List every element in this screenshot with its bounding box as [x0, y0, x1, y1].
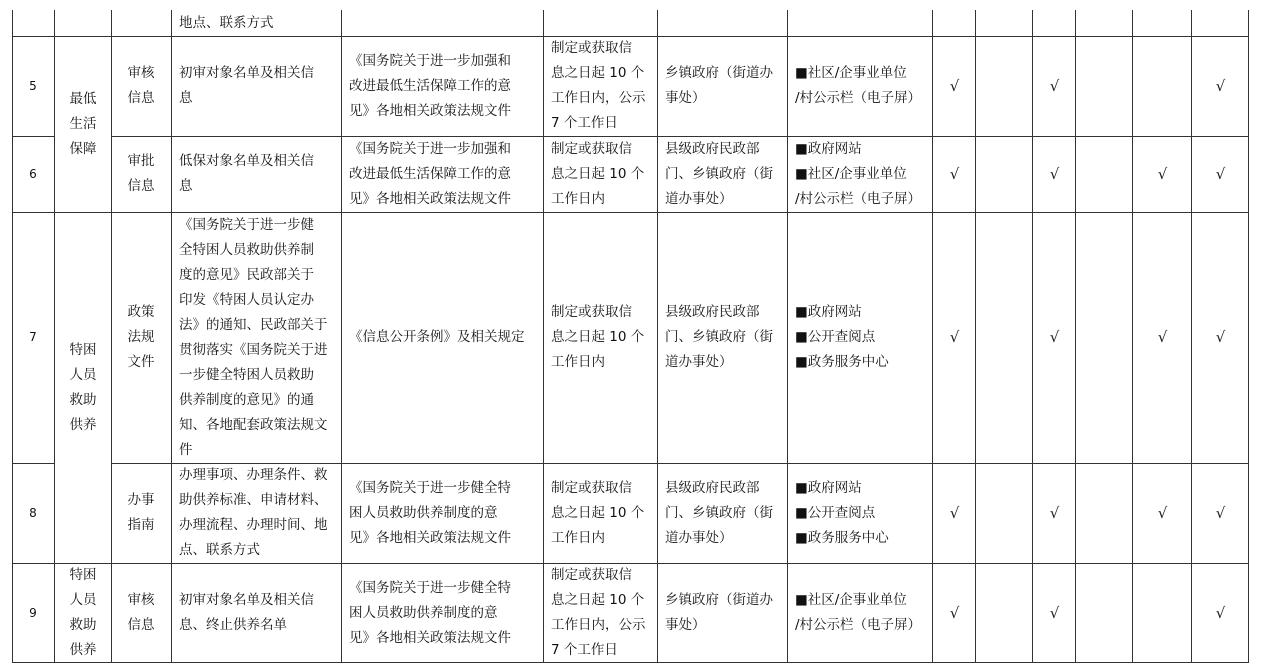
content-cell: 初审对象名单及相关信 息、终止供养名单	[179, 592, 314, 633]
table-rule	[12, 662, 1249, 663]
table-rule	[932, 10, 933, 663]
table-rule	[112, 136, 1249, 137]
basis-cell: 《信息公开条例》及相关规定	[349, 329, 525, 345]
check-mark	[1076, 36, 1133, 136]
table-rule	[657, 10, 658, 663]
top-fragment-cell	[172, 10, 342, 36]
check-mark	[976, 212, 1033, 463]
table-rule	[112, 463, 1249, 464]
content-cell: 办理事项、办理条件、救 助供养标准、申请材料、 办理流程、办理时间、地 点、联系方式	[179, 467, 328, 558]
table-rule	[341, 10, 342, 663]
row-number: 6	[29, 166, 37, 181]
check-mark: √	[1215, 328, 1226, 346]
check-mark: √	[1049, 503, 1060, 522]
table-rule	[54, 10, 55, 663]
check-mark: √	[949, 328, 960, 346]
basis-cell: 《国务院关于进一步加强和 改进最低生活保障工作的意 见》各地相关政策法规文件	[349, 140, 511, 207]
check-mark: √	[1049, 164, 1060, 183]
timing-cell: 制定或获取信 息之日起 10 个 工作日内	[551, 479, 645, 546]
check-mark	[976, 563, 1033, 663]
top-fragment-text: 地点、联系方式	[179, 14, 274, 31]
channel-cell: ■政府网站 ■公开查阅点 ■政务服务中心	[795, 479, 889, 546]
check-mark	[1076, 212, 1133, 463]
basis-cell: 《国务院关于进一步加强和 改进最低生活保障工作的意 见》各地相关政策法规文件	[349, 52, 511, 119]
timing-cell: 制定或获取信 息之日起 10 个 工作日内	[551, 140, 645, 207]
table-rule	[12, 563, 1249, 564]
item-cell: 审核 信息	[127, 65, 155, 106]
check-mark: √	[1215, 503, 1226, 522]
basis-cell: 《国务院关于进一步健全特 困人员救助供养制度的意 见》各地相关政策法规文件	[349, 479, 511, 546]
row-number: 8	[29, 505, 37, 520]
subject-cell: 县级政府民政部 门、乡镇政府（街 道办事处）	[665, 304, 773, 370]
timing-cell: 制定或获取信 息之日起 10 个 工作日内，公示 7 个工作日	[551, 40, 646, 131]
check-mark: √	[1215, 164, 1226, 183]
check-mark	[1076, 563, 1133, 663]
basis-cell: 《国务院关于进一步健全特 困人员救助供养制度的意 见》各地相关政策法规文件	[349, 579, 511, 646]
content-cell: 《国务院关于进一步健 全特困人员救助供养制 度的意见》民政部关于 印发《特困人员认定办 法》的通知、民政部关于 贯彻落实《国务院关于进 一步健全特困人员救助 供养制度的意见》的通 知、各地配套政策法规文 件	[179, 216, 328, 458]
item-cell: 审核 信息	[127, 592, 155, 633]
category-cell: 特困 人员 救助 供养	[69, 567, 97, 658]
timing-cell: 制定或获取信 息之日起 10 个 工作日内，公示 7 个工作日	[551, 567, 646, 658]
check-mark: √	[1157, 164, 1168, 183]
table-rule	[975, 10, 976, 663]
table-rule	[12, 212, 1249, 213]
channel-cell: ■社区/企事业单位 /村公示栏（电子屏）	[795, 592, 922, 633]
table-rule	[12, 136, 54, 137]
check-mark	[1133, 563, 1192, 663]
item-cell: 审批 信息	[127, 153, 155, 194]
check-mark	[976, 463, 1033, 563]
check-mark	[976, 36, 1033, 136]
content-cell: 低保对象名单及相关信 息	[179, 153, 314, 194]
check-mark: √	[1215, 76, 1226, 95]
check-mark: √	[1215, 603, 1226, 622]
table-rule	[787, 10, 788, 663]
table-rule	[1191, 10, 1192, 663]
table-rule	[12, 463, 54, 464]
table-rule	[1075, 10, 1076, 663]
category-cell: 特困 人员 救助 供养	[69, 341, 97, 433]
check-mark	[1133, 36, 1192, 136]
category-cell: 最低 生活 保障	[69, 90, 97, 157]
timing-cell: 制定或获取信 息之日起 10 个 工作日内	[551, 304, 645, 370]
row-number: 9	[29, 605, 37, 620]
check-mark	[1076, 136, 1133, 212]
subject-cell: 县级政府民政部 门、乡镇政府（街 道办事处）	[665, 479, 773, 546]
channel-cell: ■政府网站 ■社区/企事业单位 /村公示栏（电子屏）	[795, 140, 922, 207]
check-mark	[1076, 463, 1133, 563]
subject-cell: 乡镇政府（街道办 事处）	[665, 592, 773, 633]
channel-cell: ■社区/企事业单位 /村公示栏（电子屏）	[795, 65, 922, 106]
row-number: 7	[29, 330, 37, 344]
check-mark: √	[949, 503, 960, 522]
table-rule	[12, 10, 13, 663]
check-mark: √	[949, 164, 960, 183]
table-rule	[1032, 10, 1033, 663]
check-mark: √	[1157, 328, 1168, 346]
item-cell: 办事 指南	[127, 492, 155, 533]
table-rule	[12, 36, 1249, 37]
channel-cell: ■政府网站 ■公开查阅点 ■政务服务中心	[795, 304, 889, 370]
check-mark: √	[949, 76, 960, 95]
check-mark: √	[949, 603, 960, 622]
check-mark: √	[1157, 503, 1168, 522]
subject-cell: 乡镇政府（街道办 事处）	[665, 65, 773, 106]
check-mark	[976, 136, 1033, 212]
subject-cell: 县级政府民政部 门、乡镇政府（街 道办事处）	[665, 140, 773, 207]
table-rule	[1132, 10, 1133, 663]
check-mark: √	[1049, 76, 1060, 95]
table-rule	[171, 10, 172, 663]
check-mark: √	[1049, 328, 1060, 346]
table-rule	[543, 10, 544, 663]
table-rule	[1248, 10, 1249, 663]
item-cell: 政策 法规 文件	[127, 304, 155, 370]
check-mark: √	[1049, 603, 1060, 622]
row-number: 5	[29, 78, 37, 93]
table-rule	[111, 10, 112, 663]
content-cell: 初审对象名单及相关信 息	[179, 65, 314, 106]
